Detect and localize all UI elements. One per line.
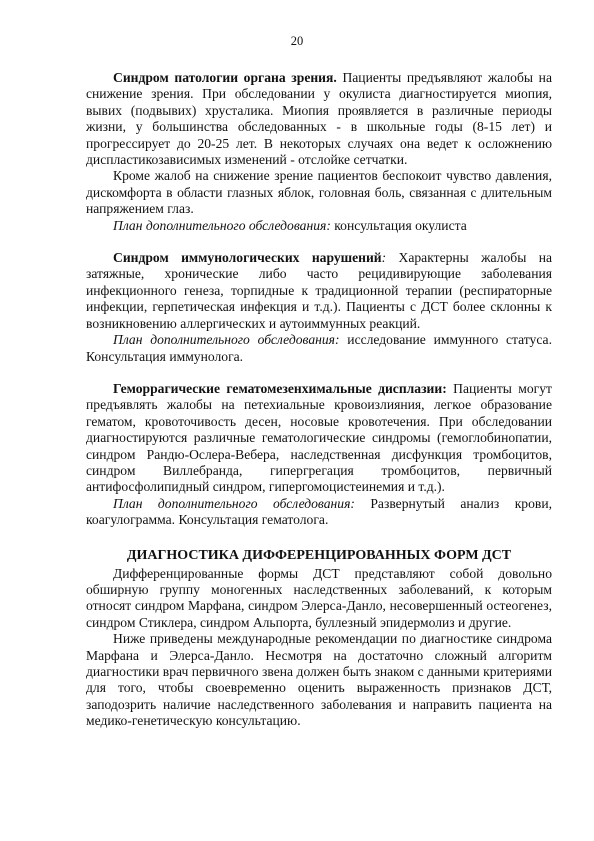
hemorrhagic-title: Геморрагические гематомезенхимальные дисплазии: — [113, 380, 447, 396]
immune-plan-label: План дополнительного обследования: — [113, 332, 340, 348]
hemorrhagic-text: Пациенты могут предъявлять жалобы на петехиальные кровоизлияния, легкое образование гематом, кровоточивость десен, носовые кровотечения. При обследовании диагностируются различные гематологические синдромы (гемоглобинопатии, синдром Рандю-Ослера-Вебера, наследственная дисфункция тромбоцитов, синдром Виллебранда, гипергрегация тромбоцитов, первичный антифосфолипидный синдром, гипергомоцистеинемия и т.д.). — [86, 380, 552, 495]
vision-complaints-paragraph: Кроме жалоб на снижение зрение пациентов беспокоит чувство давления, дискомфорта в области глазных яблок, головная боль, связанная с длительным напряжением глаз. — [86, 168, 552, 217]
section-heading: ДИАГНОСТИКА ДИФФЕРЕНЦИРОВАННЫХ ФОРМ ДСТ — [126, 547, 512, 563]
immune-syndrome-title: Синдром иммунологических нарушений — [113, 250, 382, 266]
hemorrhagic-plan-label: План дополнительного обследования: — [113, 495, 355, 511]
hemorrhagic-paragraph — [86, 381, 552, 496]
spacer — [86, 365, 552, 381]
immune-plan-text: исследование иммунного статуса. Консультация иммунолога. — [86, 332, 552, 364]
document-body — [86, 70, 552, 730]
hemorrhagic-plan-paragraph — [86, 496, 552, 529]
immune-syndrome-text: Характерны жалобы на затяжные, хронические либо часто рецидивирующие заболевания инфекционного генеза, торпидные к традиционной терапии (респираторные инфекции, герпетическая инфекция и т.д.). Пациенты с ДСТ более склонны к возникновению аллергических и аутоиммунных реакций. — [86, 250, 553, 331]
immune-syndrome-colon: : — [381, 250, 387, 266]
immune-plan-paragraph — [86, 332, 552, 365]
differentiated-forms-paragraph: Дифференцированные формы ДСТ представляют собой довольно обширную группу моногенных наследственных заболеваний, к которым относят синдром Марфана, синдром Элерса-Данло, несовершенный остеогенез, синдром Стиклера, синдром Альпорта, буллезный эпидермолиз и другие. — [86, 565, 552, 630]
recommendations-paragraph: Ниже приведены международные рекомендации по диагностике синдрома Марфана и Элерса-Данло. Несмотря на достаточно сложный алгоритм диагностики врач первичного звена должен быть знаком с данными критериями для того, чтобы своевременно оценить выраженность признаков ДСТ, заподозрить наличие наследственного заболевания и направить пациента на медико-генетическую консультацию. — [86, 631, 552, 729]
hemorrhagic-plan-text: Развернутый анализ крови, коагулограмма. Консультация гематолога. — [86, 495, 552, 528]
vision-plan-paragraph — [86, 218, 552, 234]
immune-syndrome-paragraph — [86, 250, 552, 332]
spacer — [86, 234, 552, 250]
vision-plan-label: План дополнительного обследования: — [113, 217, 331, 233]
vision-plan-text: консультация окулиста — [330, 217, 467, 233]
vision-syndrome-paragraph — [86, 70, 552, 168]
spacer — [86, 529, 552, 547]
vision-syndrome-title: Синдром патологии органа зрения. — [113, 70, 337, 85]
vision-syndrome-text: Пациенты предъявляют жалобы на снижение зрения. При обследовании у окулиста диагностируется миопия, вывих (подвывих) хрусталика. Миопия проявляется в различные периоды жизни, у большинства обследованных - в школьные годы (8-15 лет) и прогрессирует до 20-25 лет. В некоторых случаях она ведет к осложнению диспластикозависимых изменений - отслойке сетчатки. — [86, 70, 552, 168]
page-number: 20 — [290, 34, 304, 48]
